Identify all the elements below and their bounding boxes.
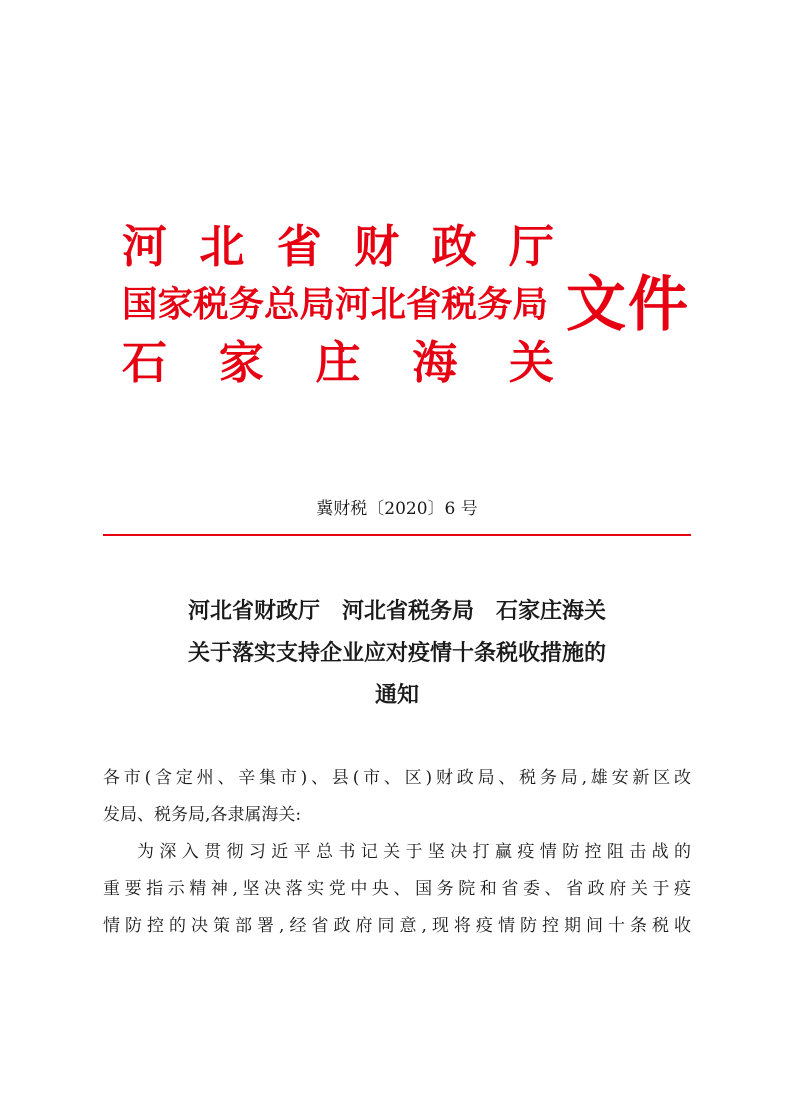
issuer-char: 财 bbox=[354, 220, 400, 273]
issuer-char: 家 bbox=[218, 336, 264, 389]
document-body bbox=[103, 760, 691, 945]
issuer-char: 省 bbox=[276, 220, 322, 273]
document-number: 冀财税〔2020〕6 号 bbox=[316, 499, 478, 519]
title-line: 通知 bbox=[374, 682, 419, 708]
red-separator-line bbox=[103, 534, 691, 536]
document-type-label: 文件 bbox=[566, 270, 690, 340]
body-paragraph bbox=[103, 834, 691, 945]
body-line: 重要指示精神,坚决落实党中央、国务院和省委、省政府关于疫 bbox=[103, 879, 691, 899]
title-line: 关于落实支持企业应对疫情十条税收措施的 bbox=[187, 640, 606, 666]
issuer-char: 庄 bbox=[315, 336, 361, 389]
body-line: 各市(含定州、辛集市)、县(市、区)财政局、税务局,雄安新区改 bbox=[103, 768, 691, 788]
issuer-char: 海 bbox=[412, 336, 458, 389]
body-line: 为深入贯彻习近平总书记关于坚决打赢疫情防控阻击战的 bbox=[137, 842, 691, 862]
issuer-shijiazhuang-customs bbox=[122, 334, 554, 392]
document-title bbox=[103, 590, 691, 716]
issuing-authorities bbox=[122, 218, 554, 392]
body-line: 发局、税务局,各隶属海关: bbox=[103, 805, 302, 825]
issuer-char: 政 bbox=[431, 220, 477, 273]
issuer-char: 北 bbox=[199, 220, 245, 273]
issuer-hebei-finance-department bbox=[122, 218, 554, 276]
issuer-char: 石 bbox=[122, 336, 168, 389]
salutation bbox=[103, 760, 691, 834]
issuer-char: 厅 bbox=[508, 220, 554, 273]
issuer-char: 关 bbox=[508, 336, 554, 389]
title-line: 河北省财政厅 河北省税务局 石家庄海关 bbox=[187, 598, 606, 624]
issuer-char: 河 bbox=[122, 220, 168, 273]
body-line: 情防控的决策部署,经省政府同意,现将疫情防控期间十条税收 bbox=[103, 916, 691, 936]
issuer-hebei-tax-bureau: 国家税务总局河北省税务局 bbox=[122, 284, 549, 325]
